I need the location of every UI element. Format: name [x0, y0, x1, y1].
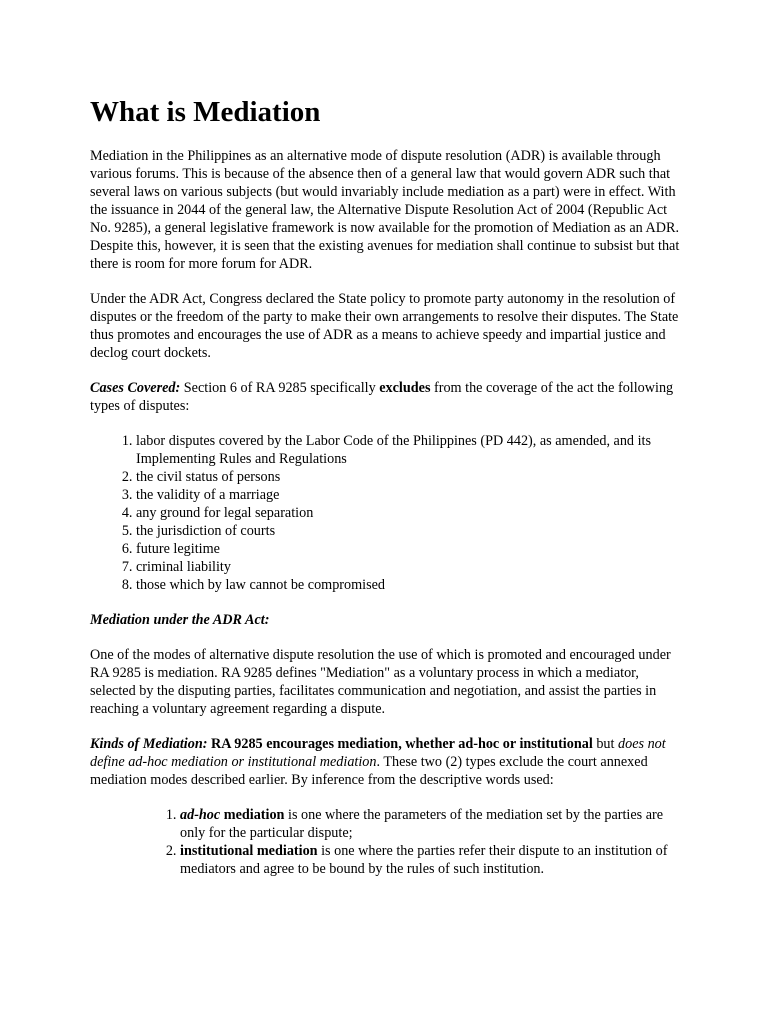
adr-act-paragraph: Under the ADR Act, Congress declared the State policy to promote party autonomy in the resolution of disputes or the freedom of the party to make their own arrangements to resolve their disputes. The State thus promotes and encourages the use of ADR as a means to achieve speedy and impartial justice and declog court dockets. — [90, 291, 679, 361]
list-item: 2. the civil status of persons — [136, 468, 682, 486]
list-item: 5. the jurisdiction of courts — [136, 522, 682, 540]
kinds-text-a: but — [592, 736, 619, 752]
kind-term-italic: ad-hoc — [180, 807, 221, 823]
cases-covered-label: Cases Covered: — [90, 380, 181, 396]
cases-text-a: Section 6 of RA 9285 specifically — [180, 380, 380, 396]
cases-text-b: from the coverage of the act the following types of disputes: — [90, 380, 674, 414]
list-item: 8. those which by law cannot be compromised — [136, 576, 682, 594]
list-item — [180, 842, 682, 878]
mediation-adr-heading: Mediation under the ADR Act: — [90, 612, 270, 628]
list-item — [180, 806, 682, 842]
kinds-italic-text: does not define ad-hoc mediation or institutional mediation — [90, 736, 666, 770]
kinds-bold-text: RA 9285 encourages mediation, whether ad-hoc or institutional — [207, 736, 593, 752]
list-item: 3. the validity of a marriage — [136, 486, 682, 504]
list-item: 7. criminal liability — [136, 558, 682, 576]
document-page — [90, 95, 682, 895]
kind-description: is one where the parameters of the mediation set by the parties are only for the particular dispute; — [180, 807, 664, 841]
kind-term-bold: institutional mediation — [180, 843, 318, 859]
cases-covered-paragraph — [90, 379, 682, 415]
kinds-of-mediation-paragraph — [90, 735, 682, 789]
cases-excludes: excludes — [379, 380, 431, 396]
excluded-disputes-list — [90, 432, 682, 594]
list-item: 4. any ground for legal separation — [136, 504, 682, 522]
list-item: 6. future legitime — [136, 540, 682, 558]
page-title: What is Mediation — [90, 96, 321, 128]
kind-term-bold: mediation — [220, 807, 285, 823]
kinds-label: Kinds of Mediation: — [90, 736, 208, 752]
kinds-text-b: . These two (2) types exclude the court annexed mediation modes described earlier. By inference from the descriptive words used: — [90, 754, 648, 788]
mediation-definition-paragraph: One of the modes of alternative dispute resolution the use of which is promoted and encouraged under RA 9285 is mediation. RA 9285 defines "Mediation" as a voluntary process in which a mediator, selected by the disputing parties, facilitates communication and negotiation, and assist the parties in reaching a voluntary agreement regarding a dispute. — [90, 647, 671, 717]
mediation-kinds-list — [90, 806, 682, 878]
list-item: 1. labor disputes covered by the Labor Code of the Philippines (PD 442), as amended, and its Implementing Rules and Regulations — [136, 432, 682, 468]
intro-paragraph: Mediation in the Philippines as an alternative mode of dispute resolution (ADR) is available through various forums. This is because of the absence then of a general law that would govern ADR such that several laws on various subjects (but would invariably include mediation as a part) were in effect. With the issuance in 2044 of the general law, the Alternative Dispute Resolution Act of 2004 (Republic Act No. 9285), a general legislative framework is now available for the promotion of Mediation as an ADR. Despite this, however, it is seen that the existing avenues for mediation shall continue to subsist but that there is room for more forum for ADR. — [90, 148, 680, 272]
kind-description: is one where the parties refer their dispute to an institution of mediators and agree to be bound by the rules of such institution. — [180, 843, 668, 877]
